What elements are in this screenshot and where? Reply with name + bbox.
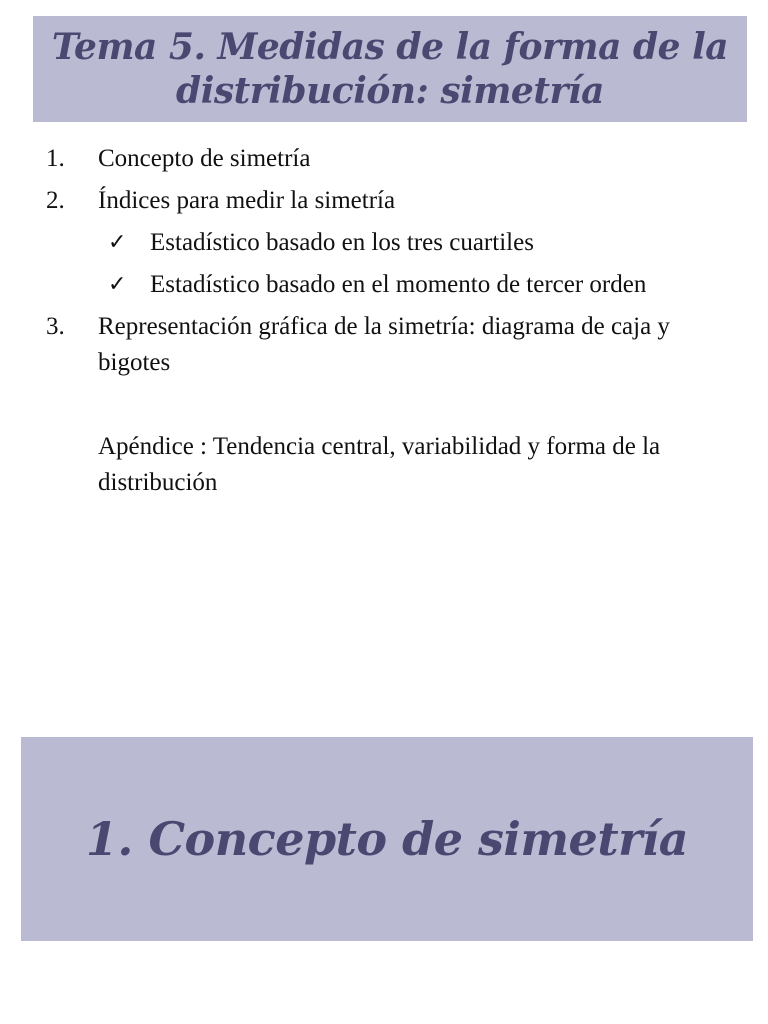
- list-item: [46, 141, 746, 177]
- sub-list-item: [108, 225, 746, 261]
- list-item-number: 1.: [46, 145, 65, 172]
- list-item-text: Concepto de simetría: [98, 145, 311, 172]
- section-banner: [21, 737, 753, 941]
- slide-title-line-2: distribución: simetría: [176, 70, 604, 112]
- list-item-text: Representación gráfica de la simetría: diagrama de caja y bigotes: [98, 313, 670, 376]
- list-item: [46, 183, 746, 219]
- checkmark-icon: ✓: [108, 272, 127, 297]
- checkmark-icon: ✓: [108, 230, 127, 255]
- appendix-text: Apéndice : Tendencia central, variabilidad y forma de la distribución: [98, 433, 661, 496]
- list-item-number: 3.: [46, 313, 65, 340]
- sub-list-item-text: Estadístico basado en el momento de tercer orden: [150, 271, 647, 298]
- outline-content: [46, 141, 746, 501]
- slide-title: [52, 25, 728, 113]
- list-item-number: 2.: [46, 187, 65, 214]
- section-title: 1. Concepto de simetría: [85, 812, 689, 866]
- list-item-text: Índices para medir la simetría: [98, 187, 396, 214]
- title-banner: [33, 16, 747, 122]
- list-item: [46, 309, 746, 381]
- slide-title-line-1: Tema 5. Medidas de la forma de la: [51, 26, 729, 68]
- sub-list-item-text: Estadístico basado en los tres cuartiles: [150, 229, 534, 256]
- sub-list-item: [108, 267, 746, 303]
